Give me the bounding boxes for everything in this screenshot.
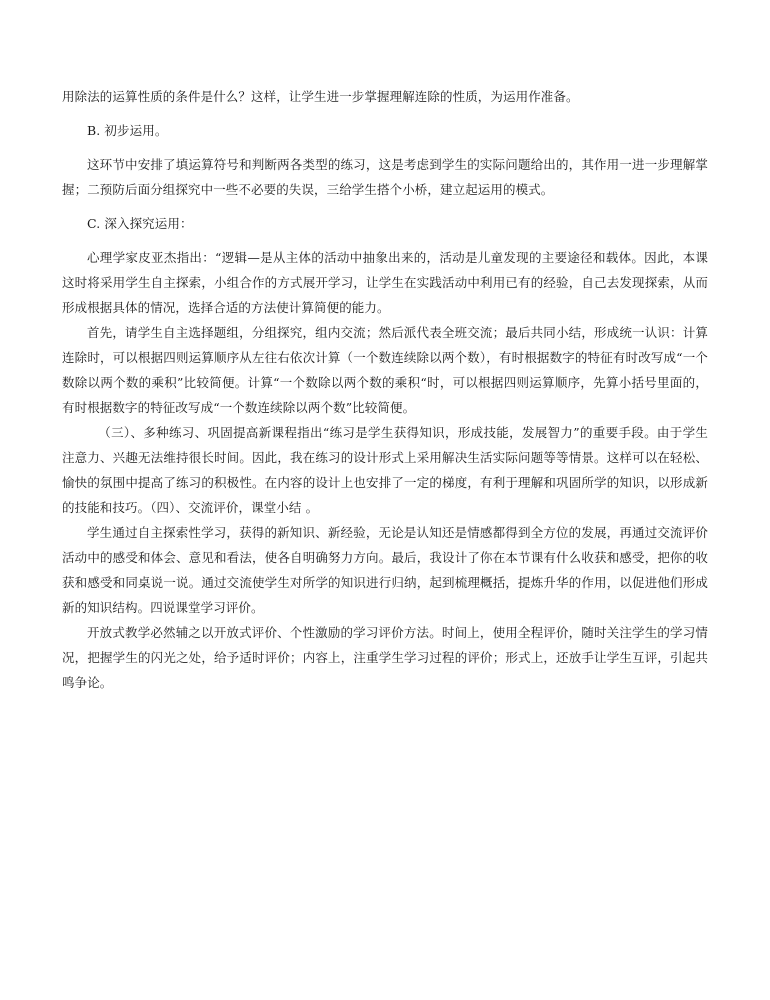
document-page: [62, 84, 708, 695]
heading-initial-application: B. 初步运用。: [87, 123, 168, 138]
paragraph-practice-design: 这环节中安排了填运算符号和判断两各类型的练习，这是考虑到学生的实际问题给出的，其作用一进一步理解掌握；二预防后面分组探究中一些不必要的失误，三给学生搭个小桥，建立起运用的模式。: [62, 157, 708, 197]
paragraph-open-evaluation: 开放式教学必然辅之以开放式评价、个性激励的学习评价方法。时间上，使用全程评价，随时关注学生的学习情况，把握学生的闪光之处，给予适时评价；内容上，注重学生学习过程的评价；形式上，还放手让学生互评，引起共鸣争论。: [62, 625, 708, 690]
heading-deep-exploration: C. 深入探究运用：: [87, 216, 193, 231]
paragraph-practice-consolidation: （三）、多种练习、巩固提高新课程指出“练习是学生获得知识，形成技能，发展智力”的重要手段。由于学生注意力、兴趣无法维持很长时间。因此，我在练习的设计形式上采用解决生活实际问题等等情景。这样可以在轻松、愉快的氛围中提高了练习的积极性。在内容的设计上也安排了一定的梯度，有利于理解和巩固所学的知识，以形成新的技能和技巧。（四）、交流评价，课堂小结 。: [62, 425, 708, 515]
paragraph-division-property-intro: 用除法的运算性质的条件是什么？这样，让学生进一步掌握理解连除的性质，为运用作准备。: [62, 89, 579, 104]
paragraph-piaget-quote: 心理学家皮亚杰指出：“逻辑—是从主体的活动中抽象出来的，活动是儿童发现的主要途径和载体。因此，本课这时将采用学生自主探索，小组合作的方式展开学习，让学生在实践活动中利用已有的经验，自己去发现探索，从而形成根据具体的情况，选择合适的方法使计算简便的能力。: [62, 250, 708, 315]
paragraph-exchange-evaluation: 学生通过自主探索性学习，获得的新知识、新经验，无论是认知还是情感都得到全方位的发展，再通过交流评价活动中的感受和体会、意见和看法，使各自明确努力方向。最后，我设计了你在本节课有什么收获和感受，把你的收获和感受和同桌说一说。通过交流使学生对所学的知识进行归纳，起到梳理概括，提炼升华的作用，以促进他们形成新的知识结构。四说课堂学习评价。: [62, 525, 708, 615]
paragraph-group-exploration: 首先，请学生自主选择题组，分组探究，组内交流；然后派代表全班交流；最后共同小结，形成统一认识：计算连除时，可以根据四则运算顺序从左往右依次计算（一个数连续除以两个数），有时根据数字的特征有时改写成“一个数除以两个数的乘积”比较简便。计算“一个数除以两个数的乘积“时，可以根据四则运算顺序，先算小括号里面的，有时根据数字的特征改写成“一个数连续除以两个数”比较简便。: [62, 325, 708, 415]
